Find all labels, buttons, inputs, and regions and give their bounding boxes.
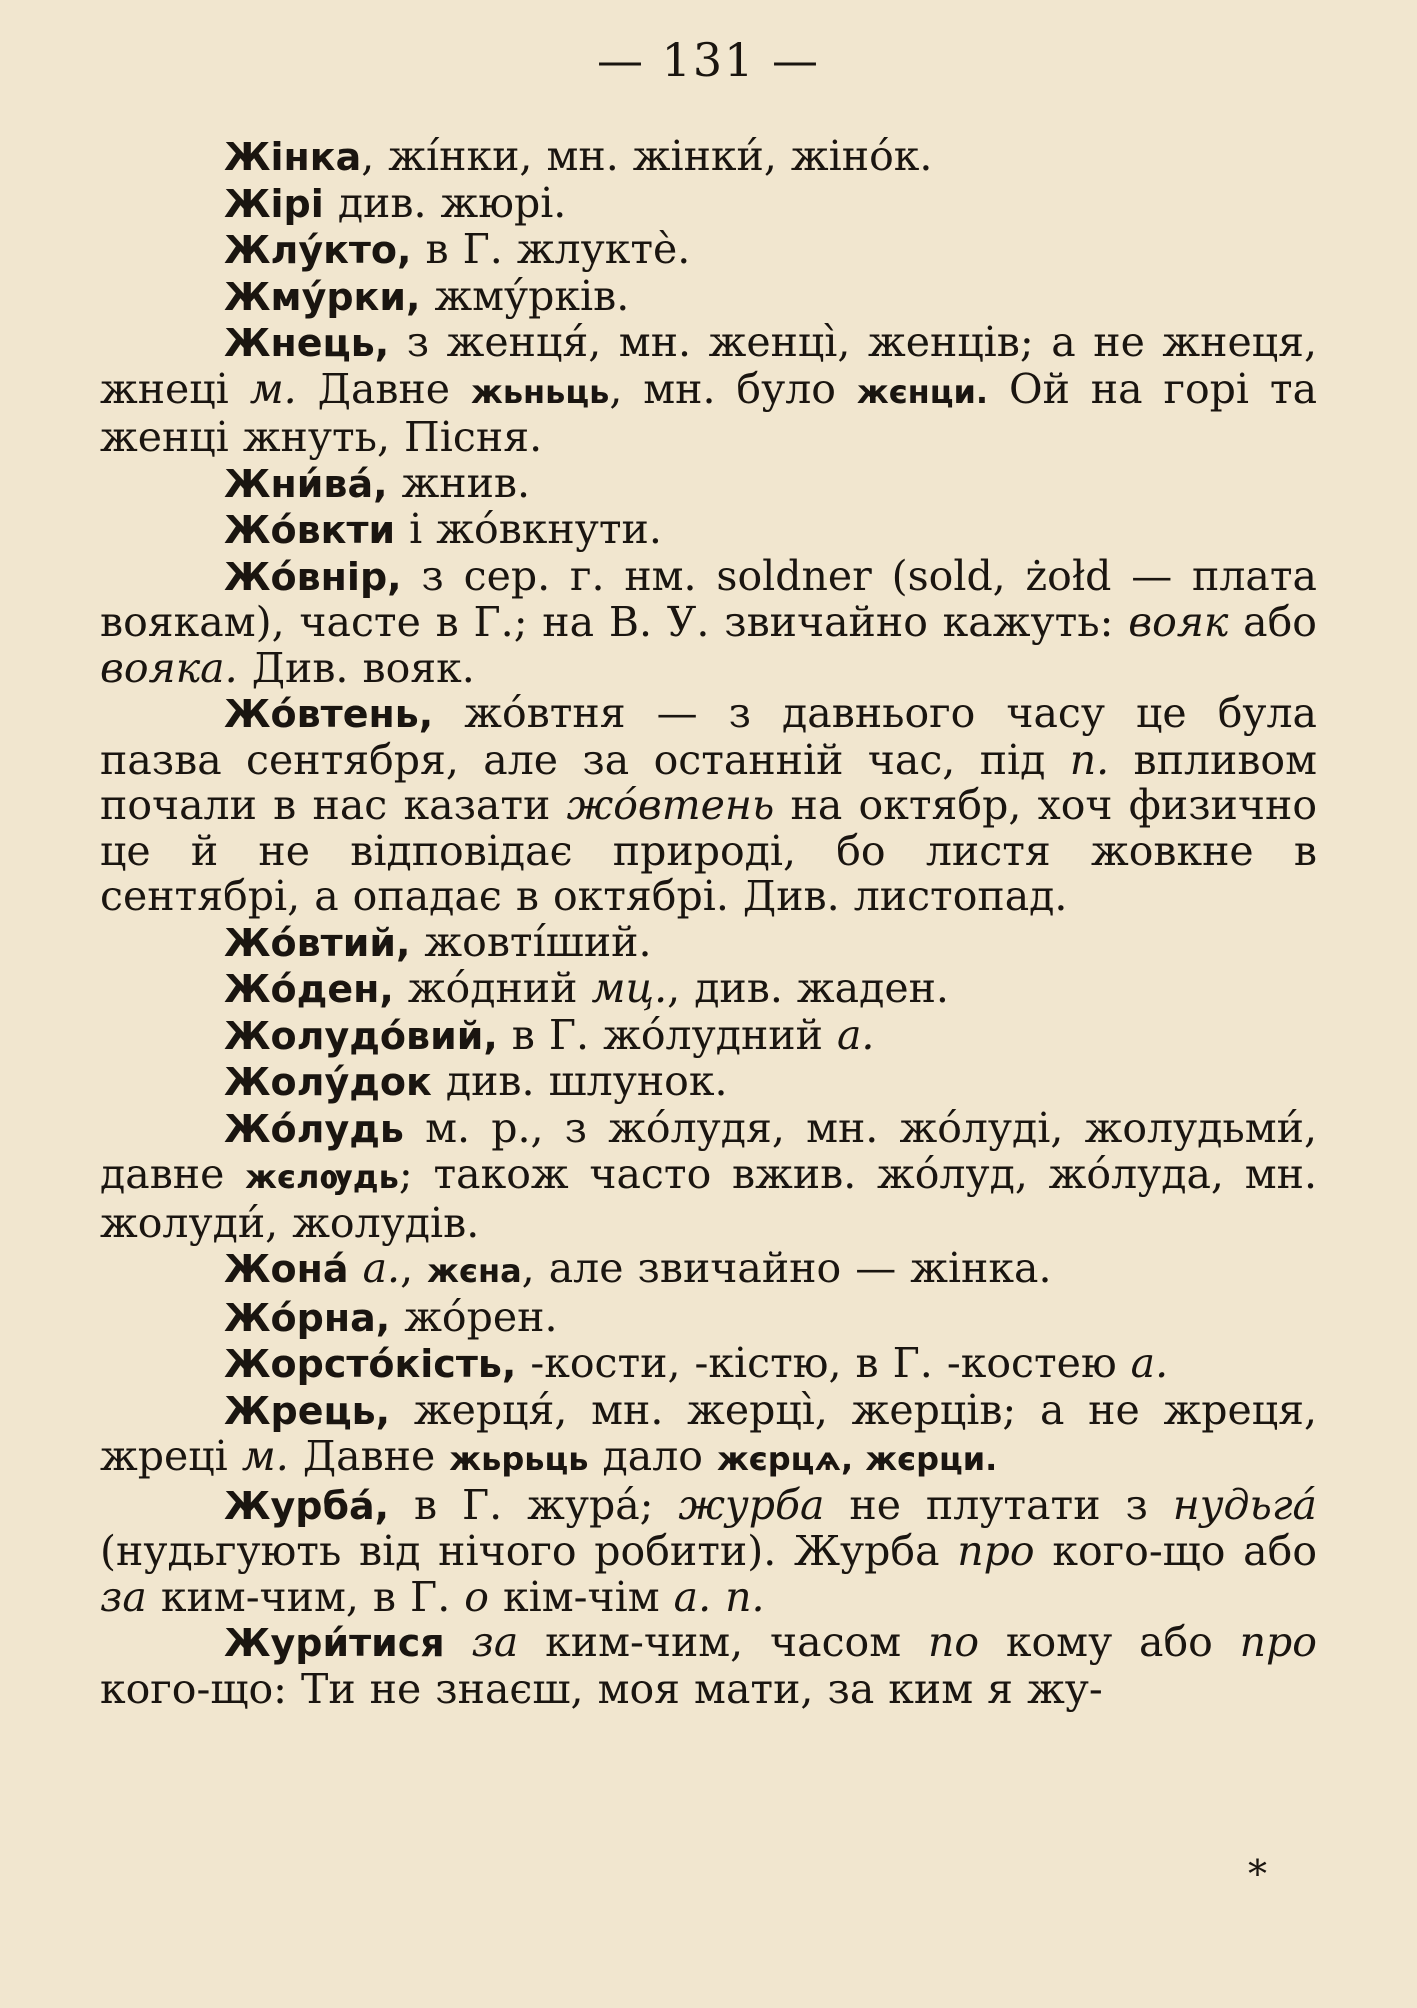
- abbreviation: м.: [241, 1432, 289, 1480]
- dictionary-entry: [100, 507, 1317, 554]
- abbreviation: жо́втень: [566, 781, 775, 829]
- abbreviation: м.: [249, 364, 297, 413]
- entry-text: і жо́вкнути.: [395, 505, 662, 553]
- dictionary-entry: [100, 1059, 1317, 1106]
- headword: Жо́вкти: [224, 508, 396, 552]
- entry-text: жо́втня — з давнього часу це була пазва сентября, але за останній час, під: [100, 689, 1317, 784]
- dictionary-entry: [100, 1480, 1317, 1621]
- headword: Жорсто́кість,: [224, 1342, 517, 1386]
- entry-text: ким-чим, в Г.: [146, 1572, 465, 1621]
- entry-text: з женця́, мн. женці̀, женців; а не жнеця, жнеці: [100, 318, 1317, 413]
- entry-text: не плутати з: [824, 1480, 1173, 1529]
- abbreviation: о: [464, 1572, 489, 1621]
- abbreviation: по: [927, 1618, 980, 1666]
- headword: Жнець,: [224, 321, 390, 365]
- dictionary-entry: [100, 1341, 1317, 1388]
- old-form: жьрьць: [449, 1440, 589, 1478]
- abbreviation: а.: [362, 1244, 401, 1292]
- entry-text: жо́дний: [393, 964, 592, 1012]
- headword: Жни́ва́,: [224, 461, 388, 506]
- old-form: жєлѹдь: [245, 1158, 399, 1196]
- entry-text: Ой на горі та женці жнуть, Пісня.: [100, 364, 1318, 461]
- old-form: жєнци.: [856, 372, 989, 411]
- headword: Жо́лудь: [224, 1106, 404, 1151]
- old-form: жьньць: [470, 372, 610, 411]
- abbreviation: за: [100, 1572, 147, 1621]
- dictionary-entry: [100, 1246, 1317, 1295]
- entry-text: , мн. було: [609, 364, 857, 413]
- headword: Жо́рна,: [224, 1295, 391, 1340]
- abbreviation: про: [957, 1527, 1035, 1575]
- headword: Жірі: [224, 181, 324, 226]
- entry-text: (нудьгують від нічого робити). Журба: [100, 1527, 958, 1575]
- page-number: — 131 —: [596, 33, 821, 87]
- dictionary-entry: [100, 134, 1317, 181]
- dictionary-entry: [100, 271, 1317, 321]
- dictionary-entry: [100, 458, 1317, 508]
- old-form: жєрцѧ, жєрци.: [716, 1440, 998, 1478]
- entry-text: кім-чім: [488, 1572, 674, 1621]
- dictionary-entry: [100, 1010, 1317, 1060]
- entry-text: див. жюрі.: [323, 178, 567, 227]
- headword: Жо́втень,: [224, 692, 434, 736]
- abbreviation: журба: [678, 1480, 825, 1529]
- entry-text: жнив.: [387, 458, 531, 507]
- dictionary-entry: [100, 966, 1317, 1013]
- entry-text: з сер. г. нм. soldner (sold, żołd — плата воякам), часте в Г.; на В. У. звичайно кажуть:: [100, 551, 1317, 646]
- headword: Жо́ден,: [224, 967, 394, 1011]
- entry-text: [349, 1244, 363, 1292]
- dictionary-entry: [100, 691, 1317, 920]
- abbreviation: а.: [836, 1010, 875, 1059]
- entry-text: кого-що або: [1034, 1527, 1317, 1575]
- headword: Жолу́док: [224, 1060, 432, 1104]
- dictionary-entry: [100, 227, 1317, 274]
- entry-text: Давне: [296, 364, 471, 413]
- headword: Жлу́кто,: [224, 228, 412, 272]
- dictionary-entry: [100, 320, 1317, 461]
- old-form: жєна: [427, 1252, 522, 1290]
- entry-text: впливом почали в нас казати: [100, 735, 1317, 829]
- entry-text: -кости, -кістю, в Г. -костею: [516, 1339, 1131, 1387]
- entry-text: [445, 1618, 472, 1666]
- entry-text: в Г. жура́;: [389, 1480, 679, 1529]
- entry-text: в Г. жо́лудний: [497, 1010, 837, 1059]
- headword: Жінка: [224, 135, 362, 179]
- headword: Жолудо́вий,: [224, 1013, 498, 1058]
- entry-text: жерця́, мн. жерці̀, жерців; а не жреця, жреці: [100, 1385, 1317, 1480]
- dictionary-entry: [100, 1620, 1317, 1712]
- entry-text: жо́рен.: [390, 1292, 558, 1341]
- entry-text: жму́рків.: [420, 271, 630, 320]
- entry-text: Давне: [288, 1432, 450, 1480]
- entry-text: Див. вояк.: [237, 643, 475, 692]
- headword: Журба́,: [224, 1483, 390, 1528]
- headword: Жо́внір,: [224, 554, 402, 599]
- entry-text: див. шлунок.: [431, 1057, 728, 1105]
- entry-text: , але звичайно — жінка.: [521, 1244, 1052, 1292]
- entry-text: ким-чим, часом: [518, 1618, 928, 1666]
- entry-text: дало: [588, 1432, 717, 1480]
- entry-text: на октябр, хоч физично це й не відповідає природі, бо листя жовкне в сентябрі, а опадає в октябрі. Див. листопад.: [100, 781, 1317, 920]
- dictionary-entry: [100, 178, 1317, 228]
- dictionary-entry: [100, 1385, 1317, 1483]
- entry-text: або: [1228, 598, 1317, 646]
- abbreviation: а.: [1130, 1339, 1169, 1387]
- entry-text: , жі́нки, мн. жінки́, жіно́к.: [361, 132, 933, 180]
- signature-mark: *: [1248, 1852, 1267, 1896]
- abbreviation: вояк: [1128, 598, 1229, 646]
- entry-text: ; також часто вжив. жо́луд, жо́луда, мн. жолуди́, жолудів.: [100, 1150, 1317, 1247]
- entry-text: в Г. жлуктѐ.: [411, 225, 691, 273]
- abbreviation: нудьга́: [1172, 1480, 1317, 1529]
- abbreviation: а. п.: [673, 1572, 765, 1621]
- entry-text: ,: [400, 1244, 428, 1292]
- headword: Жона́: [224, 1247, 349, 1291]
- abbreviation: п.: [1069, 735, 1110, 784]
- abbreviation: про: [1239, 1618, 1317, 1666]
- entry-text: , див. жаден.: [667, 964, 949, 1012]
- abbreviation: за: [471, 1618, 519, 1666]
- abbreviation: вояка.: [100, 643, 238, 692]
- entry-text: кого-що: Ти не знаєш, моя мати, за ким я жу-: [100, 1664, 1103, 1713]
- entry-text: кому або: [979, 1618, 1240, 1666]
- abbreviation: мц.: [591, 964, 668, 1012]
- headword: Жрець,: [224, 1388, 391, 1433]
- dictionary-entry: [100, 551, 1317, 692]
- dictionary-entry: [100, 917, 1317, 967]
- dictionary-entries: [100, 134, 1317, 1712]
- entry-text: жовті́ший.: [410, 917, 652, 966]
- headword: Жму́рки,: [224, 274, 421, 319]
- entry-text: м. р., з жо́лудя, мн. жо́луді, жолудьми́, давне: [100, 1103, 1317, 1198]
- dictionary-entry: [100, 1292, 1317, 1342]
- headword: Жо́втий,: [224, 920, 411, 965]
- headword: Жури́тися: [224, 1621, 445, 1665]
- dictionary-entry: [100, 1103, 1317, 1247]
